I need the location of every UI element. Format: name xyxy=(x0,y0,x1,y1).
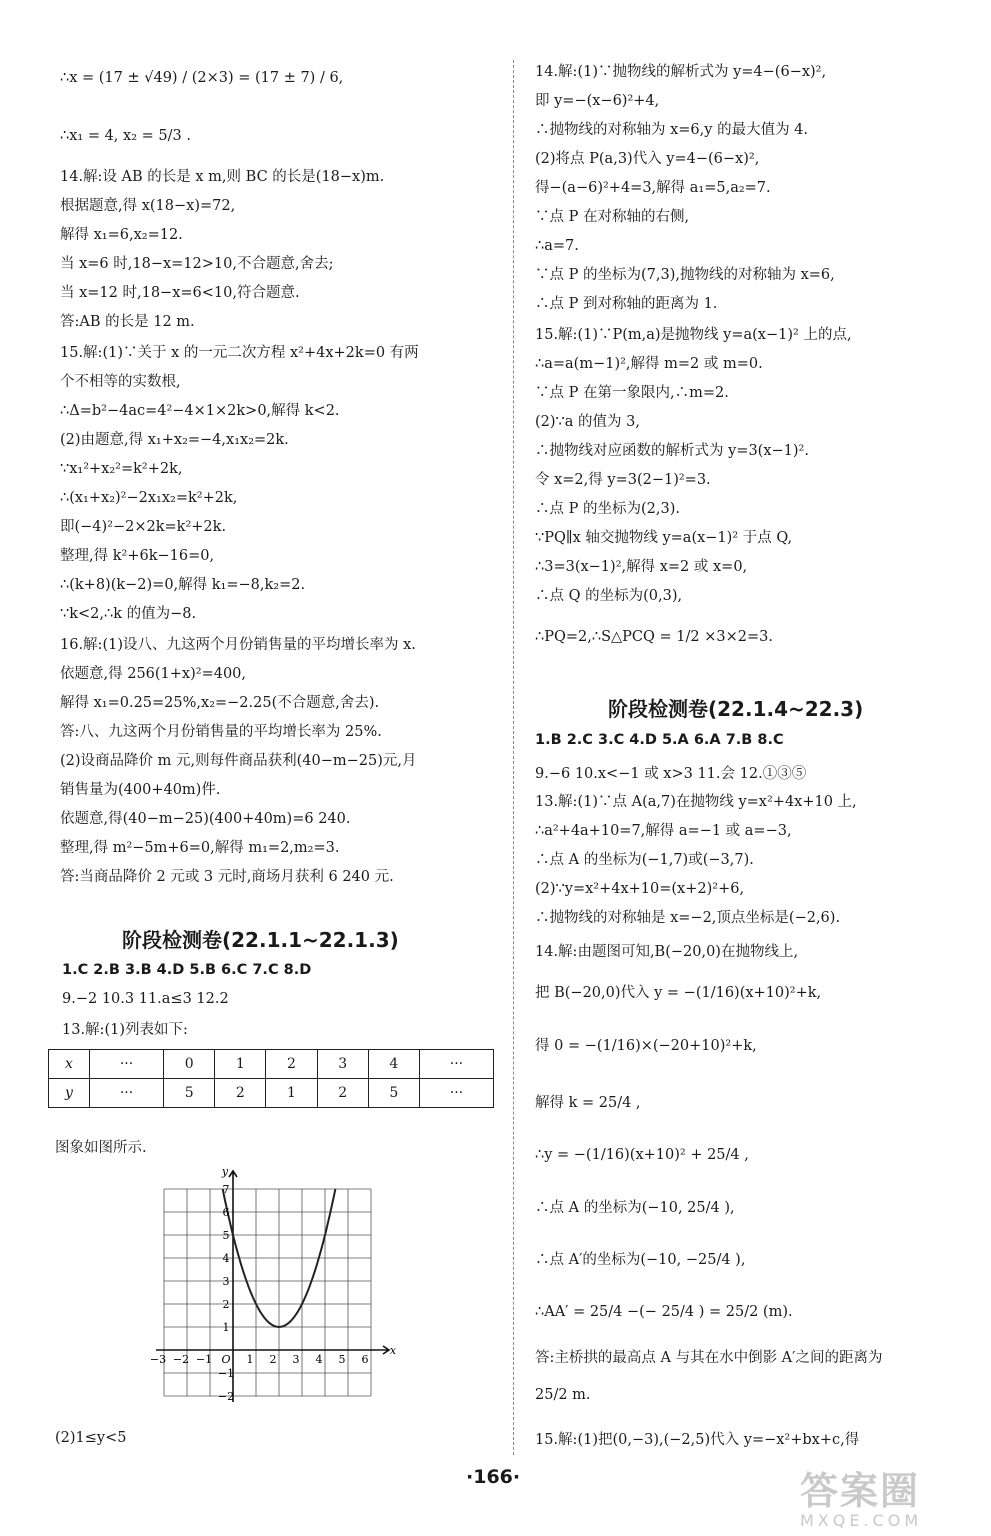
solution-line: ∴(x₁+x₂)²−2x₁x₂=k²+2k, xyxy=(60,490,238,506)
solution-line: ∴x₁ = 4, x₂ = 5/3 . xyxy=(60,128,191,144)
solution-line: 14.解:由题图可知,B(−20,0)在抛物线上, xyxy=(535,944,799,960)
graph-caption: 图象如图所示. xyxy=(55,1140,147,1156)
solution-line: ∴抛物线的对称轴是 x=−2,顶点坐标是(−2,6). xyxy=(535,910,841,926)
right-answers-row-1: 1.B 2.C 3.C 4.D 5.A 6.A 7.B 8.C xyxy=(535,732,784,748)
solution-line: ∴抛物线的对称轴为 x=6,y 的最大值为 4. xyxy=(535,122,809,138)
solution-line: 把 B(−20,0)代入 y = −(1/16)(x+10)²+k, xyxy=(535,985,822,1001)
origin-label: O xyxy=(221,1353,231,1366)
x-tick-label: 1 xyxy=(246,1353,254,1366)
question-13-left: 13.解:(1)列表如下: xyxy=(62,1022,188,1038)
solution-line: 得 0 = −(1/16)×(−20+10)²+k, xyxy=(535,1038,757,1054)
solution-line: 得−(a−6)²+4=3,解得 a₁=5,a₂=7. xyxy=(535,180,771,196)
solution-line: ∴抛物线对应函数的解析式为 y=3(x−1)². xyxy=(535,443,809,459)
solution-line: ∴y = −(1/16)(x+10)² + 25/4 , xyxy=(535,1147,749,1163)
left-answers-row-1: 1.C 2.B 3.B 4.D 5.B 6.C 7.C 8.D xyxy=(62,962,312,978)
y-tick-label: 1 xyxy=(222,1321,230,1334)
table-cell: 5 xyxy=(368,1079,419,1108)
graph-axes xyxy=(156,1171,389,1402)
solution-line: ∵点 P 在对称轴的右侧, xyxy=(535,209,690,225)
y-tick-label: 6 xyxy=(222,1206,230,1219)
y-tick-label: 7 xyxy=(222,1183,230,1196)
solution-line: 令 x=2,得 y=3(2−1)²=3. xyxy=(535,472,711,488)
table-cell: 2 xyxy=(215,1079,266,1108)
solution-line: 当 x=6 时,18−x=12>10,不合题意,舍去; xyxy=(60,256,334,272)
table-cell: ··· xyxy=(90,1050,164,1079)
solution-line: ∴(k+8)(k−2)=0,解得 k₁=−8,k₂=2. xyxy=(60,577,306,593)
value-table xyxy=(48,1049,494,1108)
table-cell: 1 xyxy=(266,1079,317,1108)
solution-line: 销售量为(400+40m)件. xyxy=(60,782,221,798)
x-tick-label: −1 xyxy=(195,1353,213,1366)
solution-line: ∴a=7. xyxy=(535,238,579,254)
solution-line: 答:八、九这两个月份销售量的平均增长率为 25%. xyxy=(60,724,382,740)
solution-line: 14.解:(1)∵抛物线的解析式为 y=4−(6−x)², xyxy=(535,64,827,80)
y-axis-label: y xyxy=(221,1165,229,1178)
solution-line: 15.解:(1)∵关于 x 的一元二次方程 x²+4x+2k=0 有两 xyxy=(60,345,419,361)
table-cell: y xyxy=(49,1079,90,1108)
x-tick-label: 3 xyxy=(292,1353,300,1366)
x-tick-label: 4 xyxy=(315,1353,323,1366)
solution-line: ∵x₁²+x₂²=k²+2k, xyxy=(60,461,183,477)
solution-line: (2)∵y=x²+4x+10=(x+2)²+6, xyxy=(535,881,745,897)
solution-line: 答:当商品降价 2 元或 3 元时,商场月获利 6 240 元. xyxy=(60,869,394,885)
solution-line: ∴x = (17 ± √49) / (2×3) = (17 ± 7) / 6, xyxy=(60,70,344,86)
x-tick-label: 6 xyxy=(361,1353,369,1366)
solution-line: 即 y=−(x−6)²+4, xyxy=(535,93,660,109)
table-row-y xyxy=(49,1079,494,1108)
solution-line: ∴点 P 到对称轴的距离为 1. xyxy=(535,296,718,312)
table-cell: 1 xyxy=(215,1050,266,1079)
section-heading-left: 阶段检测卷(22.1.1~22.1.3) xyxy=(122,928,399,952)
solution-line: ∴Δ=b²−4ac=4²−4×1×2k>0,解得 k<2. xyxy=(60,403,340,419)
y-tick-label: 3 xyxy=(222,1275,230,1288)
solution-line: 14.解:设 AB 的长是 x m,则 BC 的长是(18−x)m. xyxy=(60,169,385,185)
y-tick-label: 5 xyxy=(222,1229,230,1242)
table-cell: 0 xyxy=(164,1050,215,1079)
solution-line: (2)由题意,得 x₁+x₂=−4,x₁x₂=2k. xyxy=(60,432,289,448)
solution-line: 整理,得 m²−5m+6=0,解得 m₁=2,m₂=3. xyxy=(60,840,340,856)
solution-line: (2)设商品降价 m 元,则每件商品获利(40−m−25)元,月 xyxy=(60,753,417,769)
table-cell: 4 xyxy=(368,1050,419,1079)
section-heading-right: 阶段检测卷(22.1.4~22.3) xyxy=(608,697,864,721)
solution-line: 解得 x₁=0.25=25%,x₂=−2.25(不合题意,舍去). xyxy=(60,695,380,711)
solution-line: ∴点 P 的坐标为(2,3). xyxy=(535,501,680,517)
solution-line: ∴AA′ = 25/4 −(− 25/4 ) = 25/2 (m). xyxy=(535,1304,793,1320)
table-cell: ··· xyxy=(90,1079,164,1108)
y-tick-label: 4 xyxy=(222,1252,230,1265)
y-tick-label: −1 xyxy=(217,1367,235,1380)
x-tick-label: 2 xyxy=(269,1353,277,1366)
left-part-2: (2)1≤y<5 xyxy=(55,1430,127,1446)
solution-line: ∵PQ∥x 轴交抛物线 y=a(x−1)² 于点 Q, xyxy=(535,530,793,546)
x-tick-label: −3 xyxy=(149,1353,167,1366)
table-cell: x xyxy=(49,1050,90,1079)
solution-line: ∴PQ=2,∴S△PCQ = 1/2 ×3×2=3. xyxy=(535,629,773,645)
solution-line: ∴点 A′的坐标为(−10, −25/4 ), xyxy=(535,1252,746,1268)
x-axis-label: x xyxy=(389,1344,397,1357)
solution-line: 答:主桥拱的最高点 A 与其在水中倒影 A′之间的距离为 xyxy=(535,1350,883,1366)
page-number: ·166· xyxy=(466,1466,521,1488)
parabola-graph xyxy=(143,1165,397,1417)
table-cell: 2 xyxy=(266,1050,317,1079)
x-tick-label: 5 xyxy=(338,1353,346,1366)
solution-line: ∵k<2,∴k 的值为−8. xyxy=(60,606,197,622)
solution-line: (2)将点 P(a,3)代入 y=4−(6−x)², xyxy=(535,151,760,167)
solution-line: 解得 k = 25/4 , xyxy=(535,1095,641,1111)
solution-line: 依题意,得 256(1+x)²=400, xyxy=(60,666,247,682)
left-answers-row-2: 9.−2 10.3 11.a≤3 12.2 xyxy=(62,991,229,1007)
solution-line: 当 x=12 时,18−x=6<10,符合题意. xyxy=(60,285,300,301)
right-answers-row-2: 9.−6 10.x<−1 或 x>3 11.会 12.①③⑤ xyxy=(535,766,807,782)
solution-line: 个不相等的实数根, xyxy=(60,374,181,390)
table-cell: 5 xyxy=(164,1079,215,1108)
table-cell: 3 xyxy=(317,1050,368,1079)
solution-line: ∴a²+4a+10=7,解得 a=−1 或 a=−3, xyxy=(535,823,792,839)
solution-line: 25/2 m. xyxy=(535,1387,591,1403)
solution-line: 依题意,得(40−m−25)(400+40m)=6 240. xyxy=(60,811,351,827)
solution-line: ∴点 A 的坐标为(−1,7)或(−3,7). xyxy=(535,852,754,868)
solution-line: 15.解:(1)∵P(m,a)是抛物线 y=a(x−1)² 上的点, xyxy=(535,327,852,343)
solution-line: (2)∵a 的值为 3, xyxy=(535,414,640,430)
table-row-x xyxy=(49,1050,494,1079)
solution-line: 答:AB 的长是 12 m. xyxy=(60,314,195,330)
solution-line: ∴3=3(x−1)²,解得 x=2 或 x=0, xyxy=(535,559,748,575)
solution-line: ∴点 Q 的坐标为(0,3), xyxy=(535,588,683,604)
solution-line: ∴点 A 的坐标为(−10, 25/4 ), xyxy=(535,1200,735,1216)
solution-line: 13.解:(1)∵点 A(a,7)在抛物线 y=x²+4x+10 上, xyxy=(535,794,857,810)
table-cell: 2 xyxy=(317,1079,368,1108)
table-cell: ··· xyxy=(419,1050,493,1079)
table-cell: ··· xyxy=(419,1079,493,1108)
column-divider xyxy=(513,60,514,1455)
solution-line: 16.解:(1)设八、九这两个月份销售量的平均增长率为 x. xyxy=(60,637,416,653)
solution-line: 15.解:(1)把(0,−3),(−2,5)代入 y=−x²+bx+c,得 xyxy=(535,1432,860,1448)
y-tick-label: 2 xyxy=(222,1298,230,1311)
solution-line: 解得 x₁=6,x₂=12. xyxy=(60,227,183,243)
solution-line: 整理,得 k²+6k−16=0, xyxy=(60,548,215,564)
solution-line: ∴a=a(m−1)²,解得 m=2 或 m=0. xyxy=(535,356,763,372)
solution-line: ∵点 P 在第一象限内,∴m=2. xyxy=(535,385,729,401)
x-tick-label: −2 xyxy=(172,1353,190,1366)
solution-line: ∵点 P 的坐标为(7,3),抛物线的对称轴为 x=6, xyxy=(535,267,835,283)
solution-line: 根据题意,得 x(18−x)=72, xyxy=(60,198,236,214)
watermark-logo: 答案圈 MXQE.COM xyxy=(800,1469,923,1530)
solution-line: 即(−4)²−2×2k=k²+2k. xyxy=(60,519,227,535)
y-tick-label: −2 xyxy=(217,1390,235,1403)
